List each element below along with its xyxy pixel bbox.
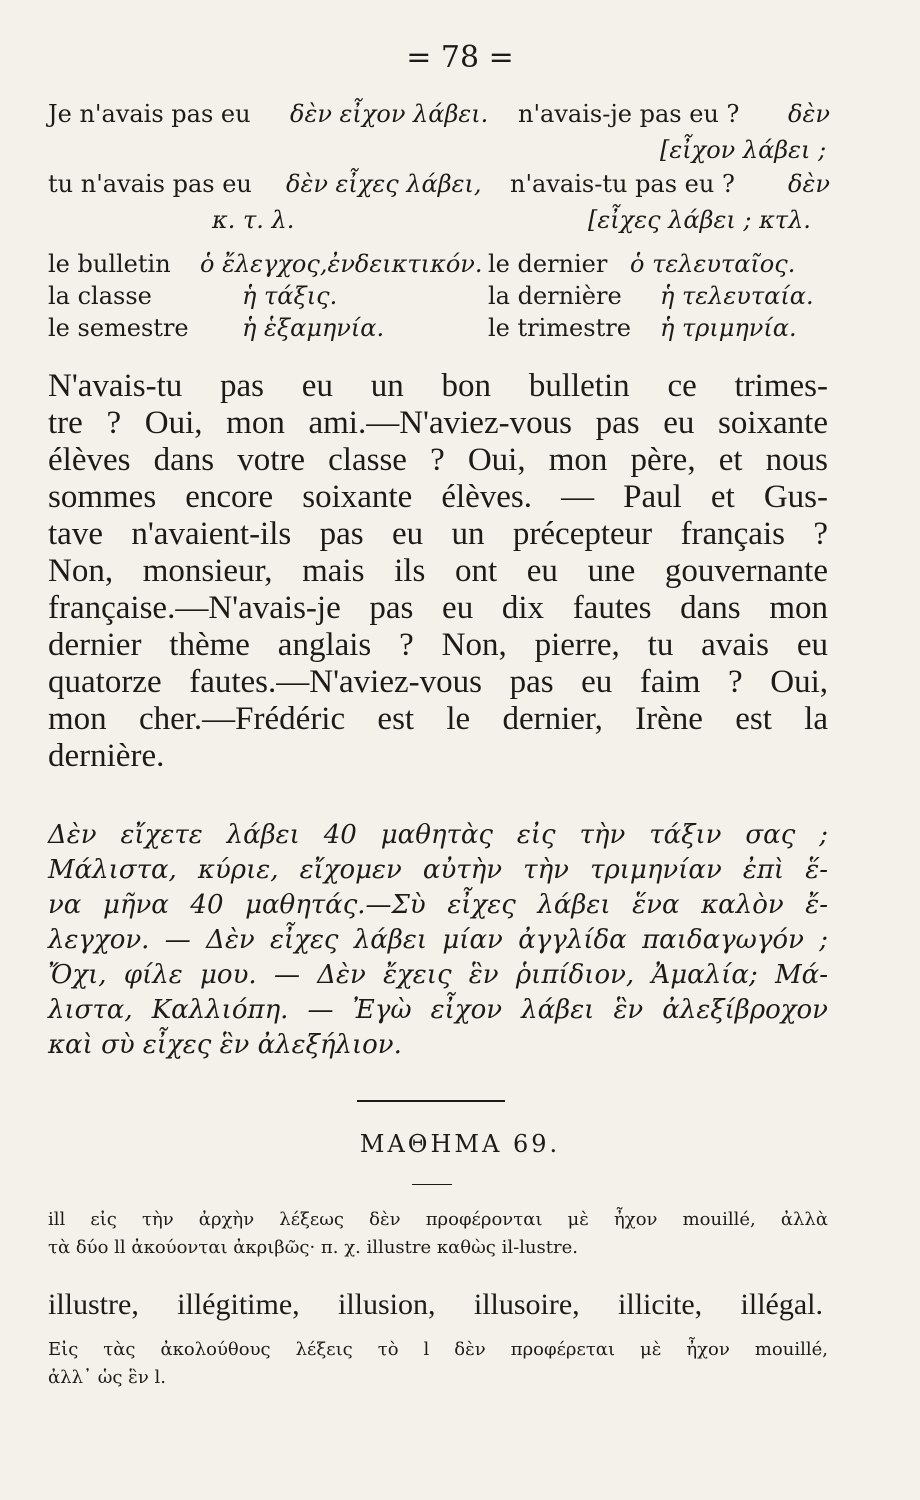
text-line: quatorze fautes.—N'aviez-vous pas eu faim ? Oui, bbox=[48, 664, 828, 700]
text-line: Non, monsieur, mais ils ont eu une gouvernante bbox=[48, 553, 828, 589]
pronunciation-note-2 bbox=[48, 1336, 828, 1392]
vocab-fr2: la dernière bbox=[488, 282, 622, 310]
lesson-heading: ΜΑΘΗΜΑ 69. bbox=[359, 1130, 561, 1158]
text-line: française.—N'avais-je pas eu dix fautes dans mon bbox=[48, 590, 828, 626]
vocab-gr: δὲν εἶχες λάβει, bbox=[286, 170, 482, 198]
vocab-gr2: δὲν bbox=[788, 100, 830, 128]
pronunciation-note bbox=[48, 1206, 828, 1262]
vocab-gr: ἡ τάξις. bbox=[242, 282, 338, 310]
text-line: λιστα, Καλλιόπη. — Ἐγὼ εἶχον λάβει ἓν ἀλεξίβροχον bbox=[48, 995, 828, 1025]
text-line: καὶ σὺ εἶχες ἓν ἀλεξήλιον. bbox=[48, 1030, 402, 1060]
vocab-fr2: le dernier bbox=[488, 250, 608, 278]
vocab-gr2: δὲν bbox=[788, 170, 830, 198]
text-line: Μάλιστα, κύριε, εἴχομεν αὐτὴν τὴν τριμηνίαν ἐπὶ ἕ- bbox=[48, 855, 828, 885]
page-number: = 78 = bbox=[406, 40, 514, 75]
text-line: λεγχον. — Δὲν εἶχες λάβει μίαν ἀγγλίδα παιδαγωγόν ; bbox=[48, 925, 828, 955]
greek-exercise-paragraph bbox=[48, 818, 828, 1063]
vocab-gr: ἡ ἑξαμηνία. bbox=[242, 314, 385, 342]
vocab-gr2: [εἶχον λάβει ; bbox=[660, 136, 827, 164]
vocab-gr: δὲν εἶχον λάβει. bbox=[290, 100, 489, 128]
section-divider bbox=[357, 1100, 505, 1102]
text-line: N'avais-tu pas eu un bon bulletin ce trimes- bbox=[48, 368, 828, 404]
text-line: Δὲν εἴχετε λάβει 40 μαθητὰς εἰς τὴν τάξιν σας ; bbox=[48, 820, 828, 850]
vocab-gr2: ἡ τριμηνία. bbox=[660, 314, 797, 342]
text-line: Εἰς τὰς ἀκολούθους λέξεις τὸ l δὲν προφέρεται μὲ ἦχον mouillé, bbox=[48, 1339, 828, 1360]
vocab-fr: le bulletin bbox=[48, 250, 171, 278]
text-line: ἀλλ᾽ ὡς ἓν l. bbox=[48, 1367, 166, 1388]
text-line: τὰ δύο ll ἀκούονται ἀκριβῶς· π. χ. illustre καθὼς il-lustre. bbox=[48, 1237, 578, 1258]
vocab-gr2: [εἶχες λάβει ; κτλ. bbox=[588, 206, 811, 234]
text-line: dernière. bbox=[48, 738, 165, 774]
vocab-gr: κ. τ. λ. bbox=[212, 206, 295, 234]
text-line: tave n'avaient-ils pas eu un précepteur français ? bbox=[48, 516, 828, 552]
word-list: illustre, illégitime, illusion, illusoire, illicite, illégal. bbox=[48, 1288, 823, 1321]
vocab-fr: tu n'avais pas eu bbox=[48, 170, 252, 198]
text-line: να μῆνα 40 μαθητάς.—Σὺ εἶχες λάβει ἕνα καλὸν ἔ- bbox=[48, 890, 828, 920]
vocab-fr2: le trimestre bbox=[488, 314, 631, 342]
vocab-fr2: n'avais-je pas eu ? bbox=[518, 100, 740, 128]
text-line: élèves dans votre classe ? Oui, mon père, et nous bbox=[48, 442, 828, 478]
text-line: ill εἰς τὴν ἀρχὴν λέξεως δὲν προφέρονται μὲ ἦχον mouillé, ἀλλὰ bbox=[48, 1209, 828, 1230]
vocab-gr: ὁ ἔλεγχος,ἐνδεικτικόν. bbox=[200, 250, 483, 278]
vocab-fr: le semestre bbox=[48, 314, 189, 342]
vocab-gr2: ἡ τελευταία. bbox=[660, 282, 814, 310]
text-line: Ὄχι, φίλε μου. — Δὲν ἔχεις ἓν ῥιπίδιον, Ἀμαλία; Μά- bbox=[48, 960, 828, 990]
french-exercise-paragraph bbox=[48, 368, 828, 775]
vocab-fr2: n'avais-tu pas eu ? bbox=[510, 170, 735, 198]
text-line: dernier thème anglais ? Non, pierre, tu avais eu bbox=[48, 627, 828, 663]
vocab-fr: la classe bbox=[48, 282, 152, 310]
text-line: sommes encore soixante élèves. — Paul et Gus- bbox=[48, 479, 828, 515]
text-line: tre ? Oui, mon ami.—N'aviez-vous pas eu soixante bbox=[48, 405, 828, 441]
text-line: mon cher.—Frédéric est le dernier, Irène est la bbox=[48, 701, 828, 737]
short-divider bbox=[412, 1184, 452, 1185]
vocab-fr: Je n'avais pas eu bbox=[48, 100, 251, 128]
vocab-gr2: ὁ τελευταῖος. bbox=[630, 250, 796, 278]
